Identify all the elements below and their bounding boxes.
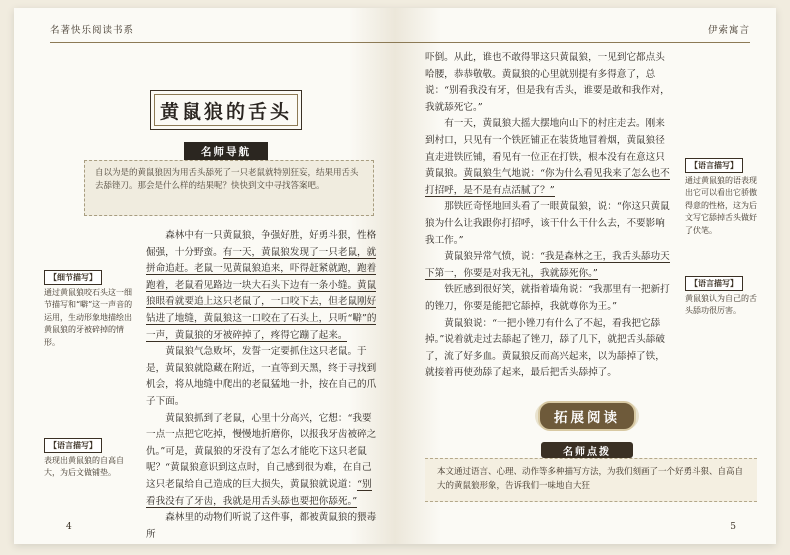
paragraph: 黄鼠狼抓到了老鼠，心里十分高兴，它想：“我要一点一点把它吃掉，慢慢地折磨你，以报我牙齿被碎之仇。”可是，黄鼠狼的牙没有了怎么才能吃下这只老鼠呢？“黄鼠狼意识到这点时，自己感到很为难，在自己这只老鼠给自己造成的巨大损失，黄鼠狼就说道：“别看我没有了牙齿，我就是用舌头舔也要把你舔死。” — [146, 412, 377, 507]
book-spread — [14, 8, 776, 544]
side-note-text: 通过黄鼠狼咬石头这一细节描写和“噼”这一声音的运用，生动形象地描绘出黄鼠狼的牙被碎掉的情形。 — [44, 287, 133, 347]
header-rule — [50, 42, 395, 43]
guide-heading: 名师导航 — [184, 142, 268, 160]
teacher-text: 本文通过语言、心理、动作等多种描写方法，为我们刻画了一个好勇斗狠、自高自大的黄鼠狼形象，告诉我们一味地自大狂 — [437, 467, 744, 491]
paragraph: 吓倒。从此，谁也不敢得罪这只黄鼠狼，一见到它都点头哈腰，恭恭敬敬。黄鼠狼的心里就别提有多得意了，总说：“别看我没有牙，但是我有舌头，谁要是敢和我作对，我就舔死它。” — [425, 52, 670, 113]
side-note-language — [685, 158, 763, 237]
paragraph: 黄鼠狼异常气愤，说：“我是森林之王，我舌头舔功天下第一，你要是对我无礼，我就舔死你。” — [425, 251, 670, 279]
guide-text: 自以为是的黄鼠狼因为用舌头舔死了一只老鼠就特别狂妄，结果用舌头去舔锉刀。那会是什么样的结果呢？快快到文中寻找答案吧。 — [95, 168, 359, 191]
right-page — [395, 8, 776, 544]
left-page — [14, 8, 395, 544]
side-note-language — [44, 438, 136, 480]
side-note-text: 表现出黄鼠狼的自高自大，为后文做铺垫。 — [44, 455, 124, 477]
page-number: 4 — [66, 522, 72, 532]
book-header: 伊索寓言 — [707, 25, 750, 36]
paragraph: 那铁匠奇怪地回头看了一眼黄鼠狼，说：“你这只黄鼠狼为什么让我跟你打招呼，该干什么干什么去，不要影响我工作。” — [425, 201, 670, 246]
paragraph: 黄鼠狼气急败坏，发誓一定要抓住这只老鼠。于是，黄鼠狼就隐藏在附近，一直等到天黑，终于寻找到机会，将从地缝中爬出的老鼠猛地一扑，按在自己的爪子下面。 — [146, 346, 377, 407]
side-note-tag: 【语言描写】 — [685, 276, 743, 291]
side-note-language — [685, 276, 763, 318]
side-note-tag: 【语言描写】 — [44, 438, 102, 453]
header-rule — [395, 42, 750, 43]
paragraph: 铁匠感到很好笑，就指着墙角说：“我那里有一把新打的锉刀，你要是能把它舔掉，我就尊你为王。” — [425, 284, 670, 312]
story-body-right — [425, 50, 673, 382]
story-title: 黄鼠狼的舌头 — [159, 100, 292, 123]
teacher-heading: 名师点拨 — [541, 442, 633, 458]
guide-box — [84, 160, 374, 216]
story-title-box — [150, 90, 302, 130]
side-note-tag: 【细节描写】 — [44, 270, 102, 285]
teacher-box — [425, 458, 757, 502]
expand-reading-label: 拓展阅读 — [538, 401, 636, 431]
story-body-left — [146, 228, 378, 543]
series-header: 名著快乐阅读书系 — [50, 25, 135, 36]
paragraph: 森林里的动物们听说了这件事，都被黄鼠狼的猥毒所 — [146, 512, 377, 540]
expand-reading-banner — [535, 396, 639, 436]
side-note-tag: 【语言描写】 — [685, 158, 743, 173]
paragraph: 黄鼠狼说：“一把小锉刀有什么了不起，看我把它舔掉。”说着就走过去舔起了锉刀，舔了几下，就把舌头舔破了，流了好多血。黄鼠狼反而高兴起来，以为舔掉了铁，就接着再使劲舔了起来，最后把舌头舔掉了。 — [425, 317, 665, 379]
page-number: 5 — [730, 522, 736, 532]
paragraph: 有一天，黄鼠狼大摇大摆地向山下的村庄走去。刚来到村口，只见有一个铁匠铺正在装货地冒着烟，黄鼠狼径直走进铁匠铺，看见有一位正在打铁，根本没有在意这只黄鼠狼。黄鼠狼生气地说：“你为什么看见我来了怎么也不打招呼，是不是有点活腻了？” — [425, 118, 670, 196]
side-note-text: 通过黄鼠狼的语表现出它可以看出它骄傲得意的性格，这为后文写它舔掉舌头做好了伏笔。 — [685, 175, 757, 235]
side-note-text: 黄鼠狼认为自己的舌头舔功很厉害。 — [685, 293, 757, 315]
paragraph: 森林中有一只黄鼠狼，争强好胜，好勇斗狠，性格倔强，十分野蛮。有一天，黄鼠狼发现了一只老鼠，就拼命追赶。老鼠一见黄鼠狼追来，吓得赶紧就跑，跑着跑着，老鼠看见路边一块大石头下边有一条小缝。黄鼠狼眼看就要追上这只老鼠了，一口咬下去，但老鼠刚好钻进了地缝，黄鼠狼这一口咬在了石头上，只听“噼”的一声，黄鼠狼的牙被碎掉了，疼得它蹦了起来。 — [146, 230, 377, 341]
side-note-detail — [44, 270, 136, 349]
